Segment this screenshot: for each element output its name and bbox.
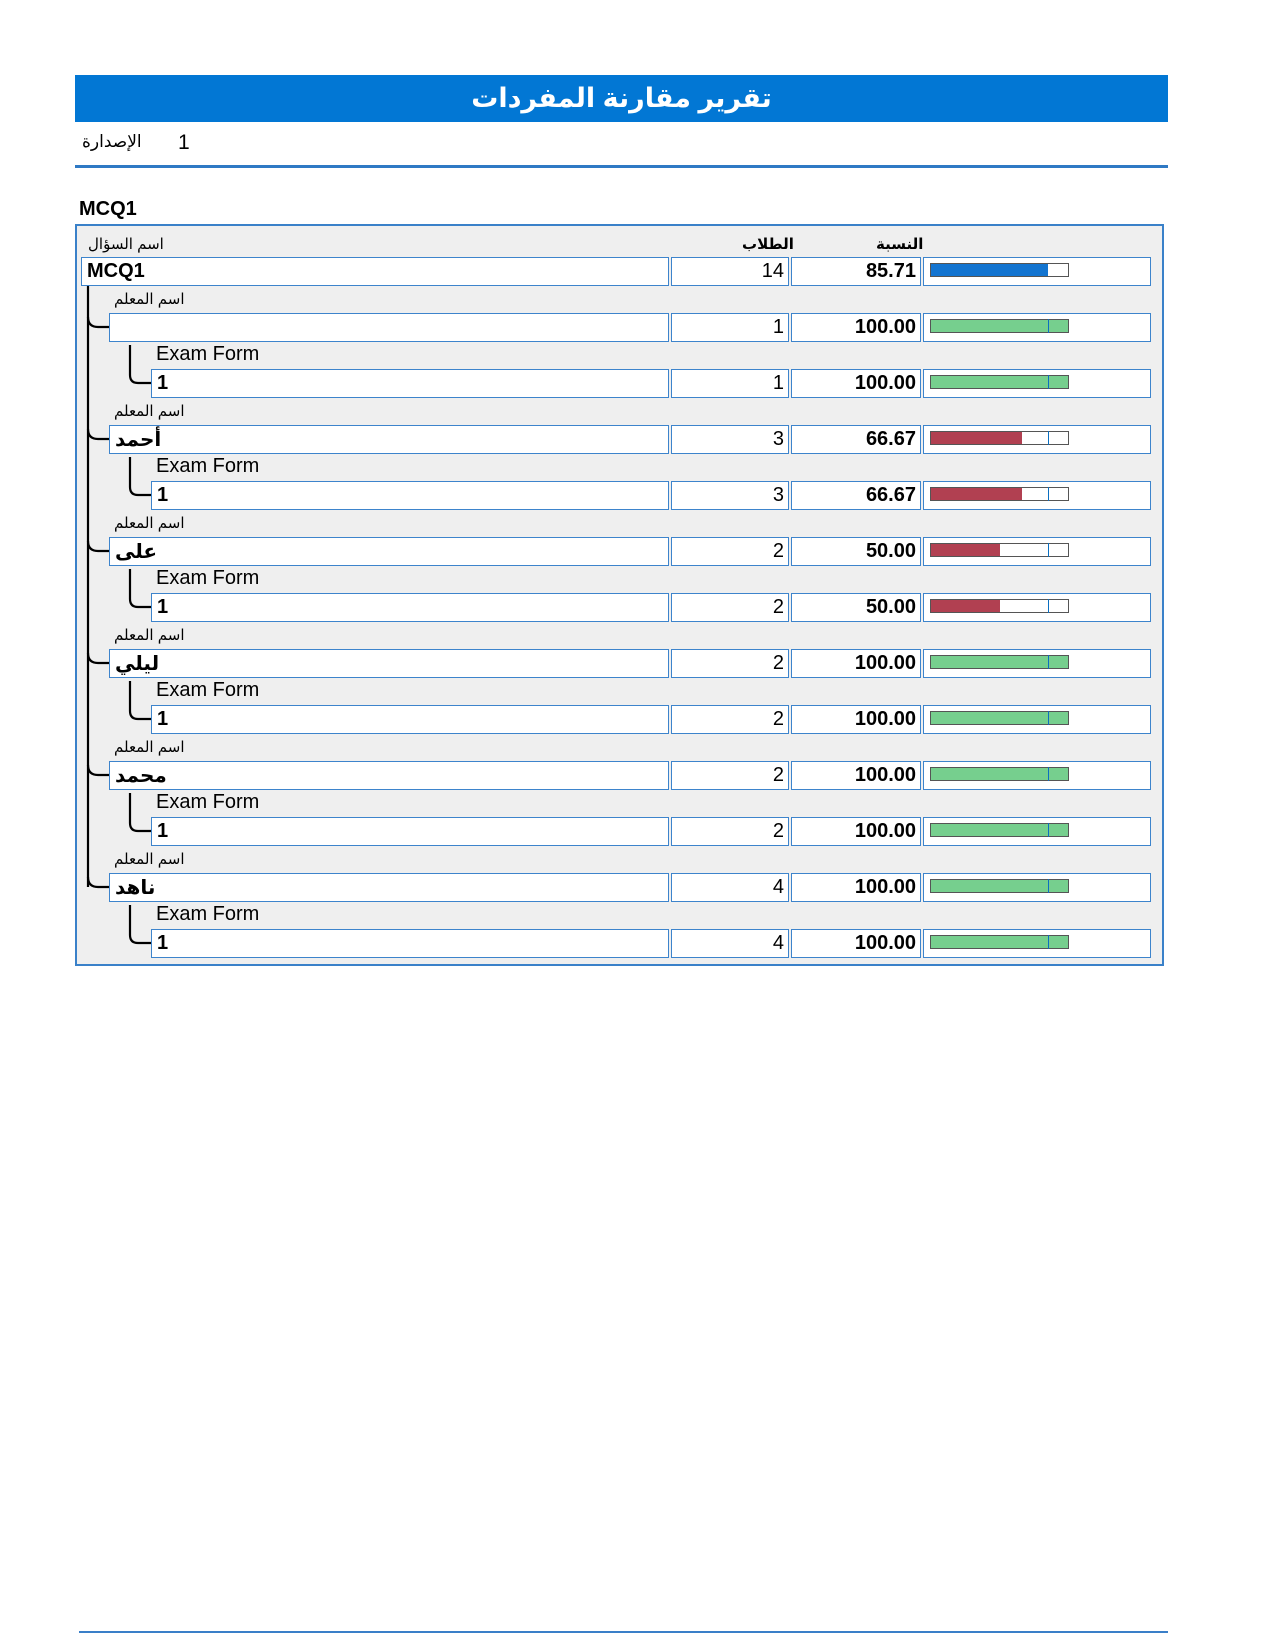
row-name (109, 649, 669, 678)
average-marker (1048, 711, 1049, 725)
percent-bar-cell (923, 369, 1151, 398)
report-title: تقرير مقارنة المفردات (75, 75, 1168, 122)
students-count: 2 (671, 817, 789, 846)
row-name-text: 1 (157, 932, 169, 954)
average-marker (1048, 375, 1049, 389)
row-name (151, 481, 669, 510)
students-count: 1 (671, 369, 789, 398)
percent-bar-cell (923, 929, 1151, 958)
teacher-name-header: اسم المعلم (114, 851, 185, 868)
row-name (81, 257, 669, 286)
percent-bar-cell (923, 649, 1151, 678)
average-marker (1048, 487, 1049, 501)
percent-value: 100.00 (791, 817, 921, 846)
percent-bar-fill (931, 264, 1048, 276)
percent-bar (930, 375, 1069, 389)
row-name (151, 929, 669, 958)
students-count: 2 (671, 705, 789, 734)
percent-bar-fill (931, 488, 1022, 500)
teacher-name-header: اسم المعلم (114, 739, 185, 756)
percent-value: 100.00 (791, 761, 921, 790)
row-name (109, 537, 669, 566)
row-name-text: 1 (157, 596, 169, 618)
percent-value: 50.00 (791, 593, 921, 622)
row-name (109, 425, 669, 454)
percent-bar-cell (923, 257, 1151, 286)
percent-value: 100.00 (791, 369, 921, 398)
average-marker (1048, 655, 1049, 669)
row-name-text: 1 (157, 484, 169, 506)
students-count: 1 (671, 313, 789, 342)
students-count: 2 (671, 649, 789, 678)
students-count: 4 (671, 929, 789, 958)
average-marker (1048, 767, 1049, 781)
row-name (109, 873, 669, 902)
average-marker (1048, 319, 1049, 333)
header-divider (75, 165, 1168, 168)
percent-bar (930, 935, 1069, 949)
percent-value: 66.67 (791, 481, 921, 510)
teacher-name-header: اسم المعلم (114, 403, 185, 420)
row-name-text: 1 (157, 372, 169, 394)
percent-bar-cell (923, 817, 1151, 846)
percent-bar-fill (931, 544, 1000, 556)
row-name-text: على (115, 541, 158, 563)
percent-bar (930, 487, 1069, 501)
percent-bar (930, 655, 1069, 669)
percent-bar-cell (923, 481, 1151, 510)
percent-header: النسبة (876, 236, 924, 253)
row-name-text: 1 (157, 708, 169, 730)
average-marker (1048, 935, 1049, 949)
percent-value: 100.00 (791, 649, 921, 678)
section-title: MCQ1 (79, 198, 137, 220)
students-count: 4 (671, 873, 789, 902)
row-name (109, 313, 669, 342)
average-marker (1048, 823, 1049, 837)
students-count: 3 (671, 425, 789, 454)
row-name (151, 817, 669, 846)
percent-bar (930, 431, 1069, 445)
teacher-name-header: اسم المعلم (114, 627, 185, 644)
percent-bar (930, 711, 1069, 725)
row-name-text: محمد (115, 765, 167, 787)
percent-value: 50.00 (791, 537, 921, 566)
percent-bar-cell (923, 537, 1151, 566)
exam-form-header: Exam Form (156, 567, 260, 589)
students-header: الطلاب (742, 236, 794, 253)
students-count: 14 (671, 257, 789, 286)
row-name-text: أحمد (115, 429, 162, 451)
average-marker (1048, 431, 1049, 445)
percent-value: 66.67 (791, 425, 921, 454)
percent-bar (930, 543, 1069, 557)
version-label: الإصدارة (82, 132, 142, 151)
row-name (151, 705, 669, 734)
students-count: 2 (671, 537, 789, 566)
average-marker (1048, 879, 1049, 893)
average-marker (1048, 599, 1049, 613)
exam-form-header: Exam Form (156, 903, 260, 925)
footer-divider (79, 1631, 1168, 1633)
percent-bar-cell (923, 313, 1151, 342)
row-name-text: 1 (157, 820, 169, 842)
percent-bar (930, 823, 1069, 837)
percent-bar (930, 263, 1069, 277)
row-name (151, 593, 669, 622)
percent-bar-cell (923, 705, 1151, 734)
exam-form-header: Exam Form (156, 791, 260, 813)
percent-value: 100.00 (791, 705, 921, 734)
exam-form-header: Exam Form (156, 679, 260, 701)
percent-value: 85.71 (791, 257, 921, 286)
row-name (109, 761, 669, 790)
row-name-text: MCQ1 (87, 260, 145, 282)
percent-value: 100.00 (791, 313, 921, 342)
percent-bar-fill (931, 600, 1000, 612)
row-name-text: ليلي (115, 653, 160, 675)
version-value: 1 (178, 131, 190, 154)
students-count: 3 (671, 481, 789, 510)
percent-bar (930, 879, 1069, 893)
exam-form-header: Exam Form (156, 343, 260, 365)
row-name-text: ناهد (115, 877, 156, 899)
students-count: 2 (671, 593, 789, 622)
percent-bar-cell (923, 873, 1151, 902)
percent-bar (930, 599, 1069, 613)
row-name (151, 369, 669, 398)
percent-value: 100.00 (791, 873, 921, 902)
percent-bar (930, 319, 1069, 333)
percent-value: 100.00 (791, 929, 921, 958)
question-name-header: اسم السؤال (88, 236, 164, 253)
percent-bar-cell (923, 425, 1151, 454)
teacher-name-header: اسم المعلم (114, 515, 185, 532)
students-count: 2 (671, 761, 789, 790)
percent-bar-cell (923, 593, 1151, 622)
percent-bar-cell (923, 761, 1151, 790)
percent-bar-fill (931, 432, 1022, 444)
percent-bar (930, 767, 1069, 781)
average-marker (1048, 543, 1049, 557)
exam-form-header: Exam Form (156, 455, 260, 477)
teacher-name-header: اسم المعلم (114, 291, 185, 308)
